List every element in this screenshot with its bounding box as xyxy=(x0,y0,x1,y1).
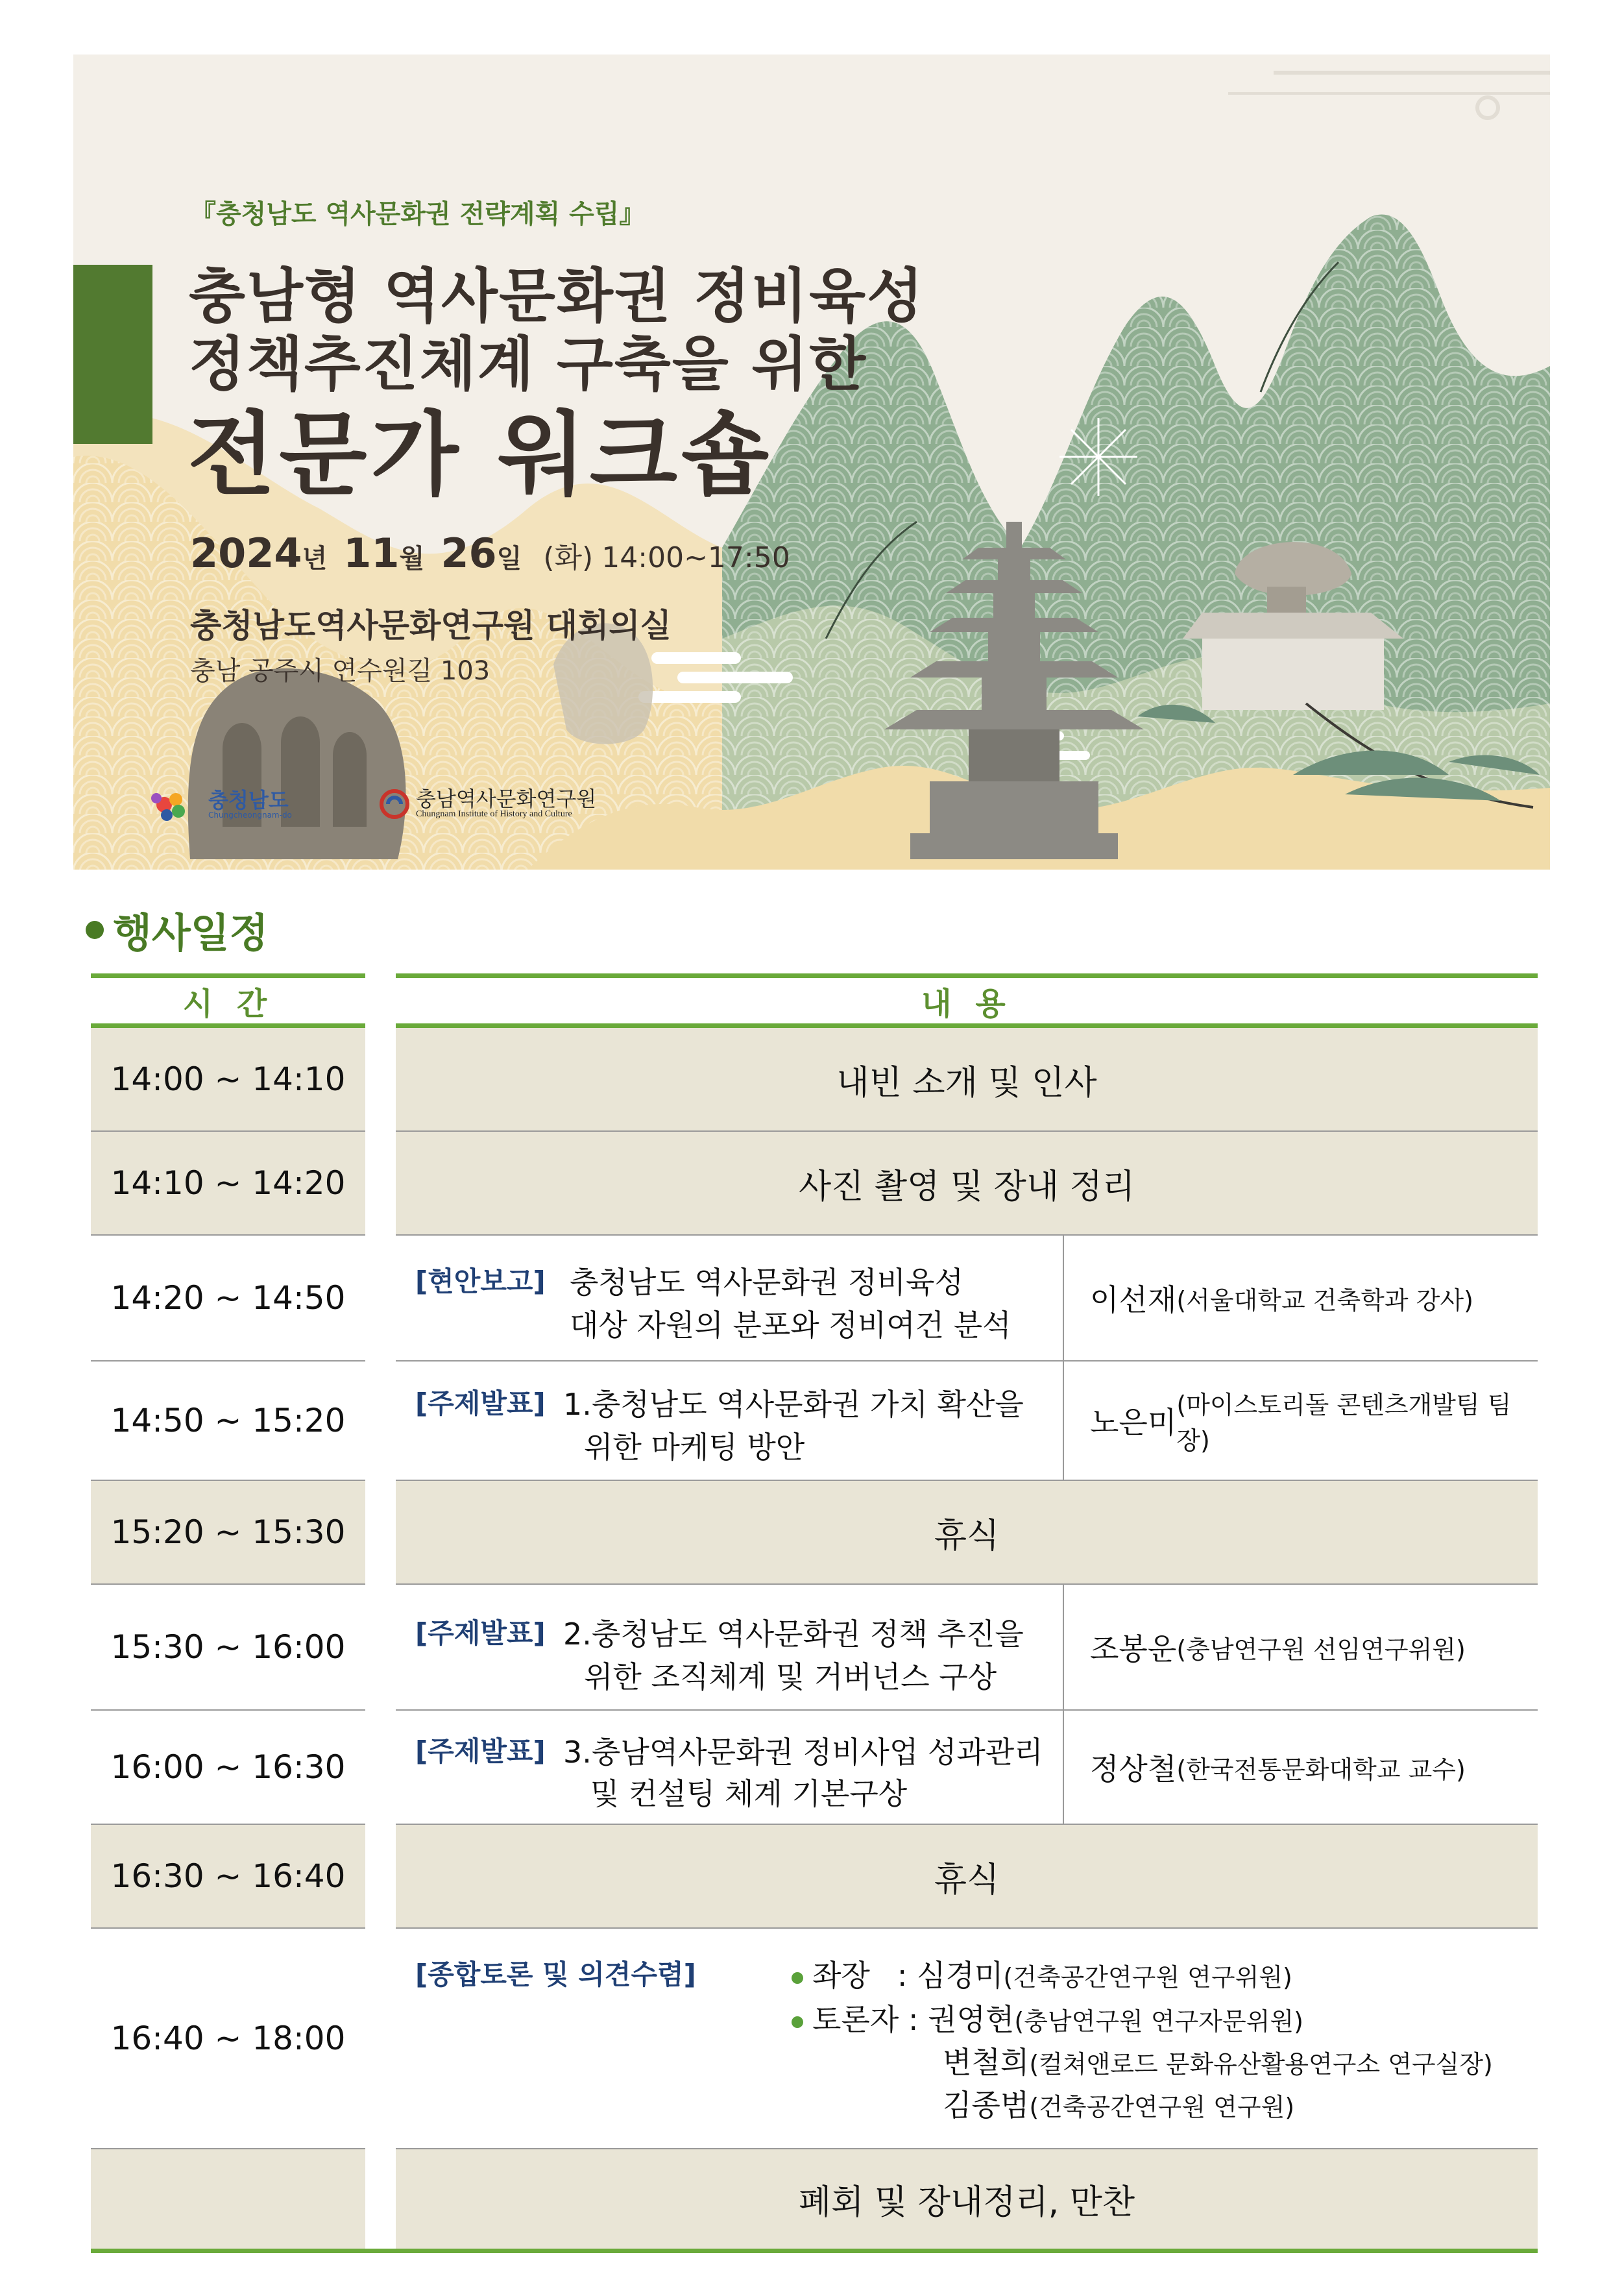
discussion-cell xyxy=(396,1929,1538,2149)
event-banner xyxy=(73,55,1550,870)
banner-title-line1: 충남형 역사문화권 정비육성 xyxy=(189,262,925,330)
schedule-section-title xyxy=(86,901,269,959)
logo2-name: 충남역사문화연구원 xyxy=(416,787,597,811)
topic-line2: 위한 조직체계 및 거버넌스 구상 xyxy=(584,1659,997,1694)
panelist-name: 김종범 xyxy=(943,2088,1030,2123)
banner-subtitle: 『충청남도 역사문화권 전략계획 수립』 xyxy=(190,199,646,229)
event-venue: 충청남도역사문화연구원 대회의실 xyxy=(190,607,672,644)
table-row xyxy=(91,1929,1538,2149)
topic-tag: [주제발표] xyxy=(415,1735,546,1767)
topic-line1: 충청남도 역사문화권 정비육성 xyxy=(570,1265,963,1300)
table-row xyxy=(91,1585,1538,1711)
time-cell: 16:00 ~ 16:30 xyxy=(91,1711,365,1825)
content-cell: 내빈 소개 및 인사 xyxy=(836,1063,1097,1103)
table-row xyxy=(91,1236,1538,1362)
speaker-name: 이선재 xyxy=(1090,1282,1177,1317)
institute-emblem-icon xyxy=(378,788,411,820)
table-row xyxy=(91,1132,1538,1236)
schedule-title-text: 행사일정 xyxy=(113,909,269,957)
topic-tag: [주제발표] xyxy=(415,1387,546,1419)
chungnam-institute-logo xyxy=(378,788,596,820)
table-row xyxy=(91,2149,1538,2249)
logo1-english-name: Chungcheongnam-do xyxy=(208,811,292,820)
table-row xyxy=(91,1362,1538,1481)
topic-tag: [종합토론 및 의견수렴] xyxy=(415,1959,696,1990)
speaker-cell xyxy=(1071,1585,1538,1709)
chair-line xyxy=(792,1952,1292,1995)
chair-label: 좌장 xyxy=(812,1958,870,1993)
content-cell: 사진 촬영 및 장내 정리 xyxy=(798,1167,1135,1206)
speaker-affiliation: (충남연구원 선임연구위원) xyxy=(1176,1635,1466,1664)
panelist-affiliation: (컬쳐앤로드 문화유산활용연구소 연구실장) xyxy=(1029,2050,1493,2079)
table-row xyxy=(91,1825,1538,1929)
column-header-content: 내 용 xyxy=(396,973,1538,1028)
time-cell: 14:10 ~ 14:20 xyxy=(91,1132,365,1236)
event-address: 충남 공주시 연수원길 103 xyxy=(190,656,490,686)
panel-label: 토론자 xyxy=(812,2002,899,2037)
topic-line1: 3.충남역사문화권 정비사업 성과관리 xyxy=(563,1735,1043,1770)
chair-affiliation: (건축공간연구원 연구위원) xyxy=(1003,1963,1292,1992)
table-row xyxy=(91,1711,1538,1825)
table-row xyxy=(91,1481,1538,1585)
panelist-line xyxy=(943,2082,1294,2125)
chungnam-province-logo xyxy=(145,785,292,824)
time-cell: 16:40 ~ 18:00 xyxy=(91,1929,365,2149)
date-year: 2024 xyxy=(190,530,302,577)
topic-cell xyxy=(396,1585,1064,1709)
logo2-english-name: Chungnam Institute of History and Culture xyxy=(416,809,572,819)
content-cell: 폐회 및 장내정리, 만찬 xyxy=(798,2183,1135,2222)
date-day: 26 xyxy=(441,530,497,577)
panelist-name: 변철희 xyxy=(943,2045,1030,2080)
time-cell: 14:00 ~ 14:10 xyxy=(91,1028,365,1132)
topic-tag: [주제발표] xyxy=(415,1617,546,1649)
chair-name: 심경미 xyxy=(917,1958,1004,1993)
time-cell xyxy=(91,2149,365,2249)
topic-line2: 대상 자원의 분포와 정비여건 분석 xyxy=(570,1308,1011,1343)
panelist-name: 권영현 xyxy=(928,2002,1015,2037)
speaker-cell xyxy=(1071,1236,1538,1360)
topic-line1: 1.충청남도 역사문화권 가치 확산을 xyxy=(563,1387,1024,1422)
logo1-name: 충청남도 xyxy=(208,788,289,812)
time-cell: 14:50 ~ 15:20 xyxy=(91,1362,365,1481)
table-row xyxy=(91,1028,1538,1132)
bullet-icon xyxy=(792,2016,803,2028)
speaker-affiliation: (한국전통문화대학교 교수) xyxy=(1176,1755,1466,1784)
topic-line2: 및 컨설팅 체계 기본구상 xyxy=(590,1776,908,1811)
event-date xyxy=(190,530,790,577)
event-time: 14:00~17:50 xyxy=(601,541,790,574)
speaker-affiliation: (마이스토리돌 콘텐츠개발팀 팀장) xyxy=(1176,1391,1512,1455)
date-year-unit: 년 xyxy=(302,544,328,574)
column-header-time: 시 간 xyxy=(91,973,365,1028)
topic-cell xyxy=(396,1711,1064,1824)
title-accent-bar xyxy=(73,265,152,444)
time-cell: 16:30 ~ 16:40 xyxy=(91,1825,365,1929)
time-cell: 14:20 ~ 14:50 xyxy=(91,1236,365,1362)
date-day-unit: 일 xyxy=(496,544,522,574)
table-bottom-rule xyxy=(91,2249,1538,2253)
banner-title-main: 전문가 워크숍 xyxy=(188,402,773,508)
panel-separator: : xyxy=(908,2002,919,2037)
date-weekday: (화) xyxy=(543,541,594,574)
date-month-unit: 월 xyxy=(399,544,425,574)
speaker-cell xyxy=(1071,1362,1538,1480)
chair-separator: : xyxy=(897,1958,908,1993)
speaker-affiliation: (서울대학교 건축학과 강사) xyxy=(1176,1286,1473,1315)
time-cell: 15:20 ~ 15:30 xyxy=(91,1481,365,1585)
topic-cell xyxy=(396,1362,1064,1480)
time-cell: 15:30 ~ 16:00 xyxy=(91,1585,365,1711)
bullet-icon xyxy=(86,921,104,939)
speaker-name: 노은미 xyxy=(1090,1405,1177,1440)
speaker-name: 조봉운 xyxy=(1090,1631,1177,1667)
speaker-cell xyxy=(1071,1711,1538,1824)
topic-cell xyxy=(396,1236,1064,1360)
topic-tag: [현안보고] xyxy=(415,1265,546,1297)
banner-title-line2: 정책추진체계 구축을 위한 xyxy=(189,330,867,398)
date-month: 11 xyxy=(343,530,400,577)
panelist-affiliation: (충남연구원 연구자문위원) xyxy=(1014,2007,1303,2036)
speaker-name: 정상철 xyxy=(1090,1752,1177,1787)
content-cell: 휴식 xyxy=(934,1860,1000,1899)
content-cell: 휴식 xyxy=(934,1516,1000,1556)
flower-emblem-icon xyxy=(145,785,203,824)
topic-line1: 2.충청남도 역사문화권 정책 추진을 xyxy=(563,1617,1024,1652)
panelist-line xyxy=(943,2039,1493,2082)
bullet-icon xyxy=(792,1972,803,1984)
topic-line2: 위한 마케팅 방안 xyxy=(584,1430,805,1465)
panelist-affiliation: (건축공간연구원 연구원) xyxy=(1029,2093,1295,2121)
panel-line xyxy=(792,1996,1303,2039)
